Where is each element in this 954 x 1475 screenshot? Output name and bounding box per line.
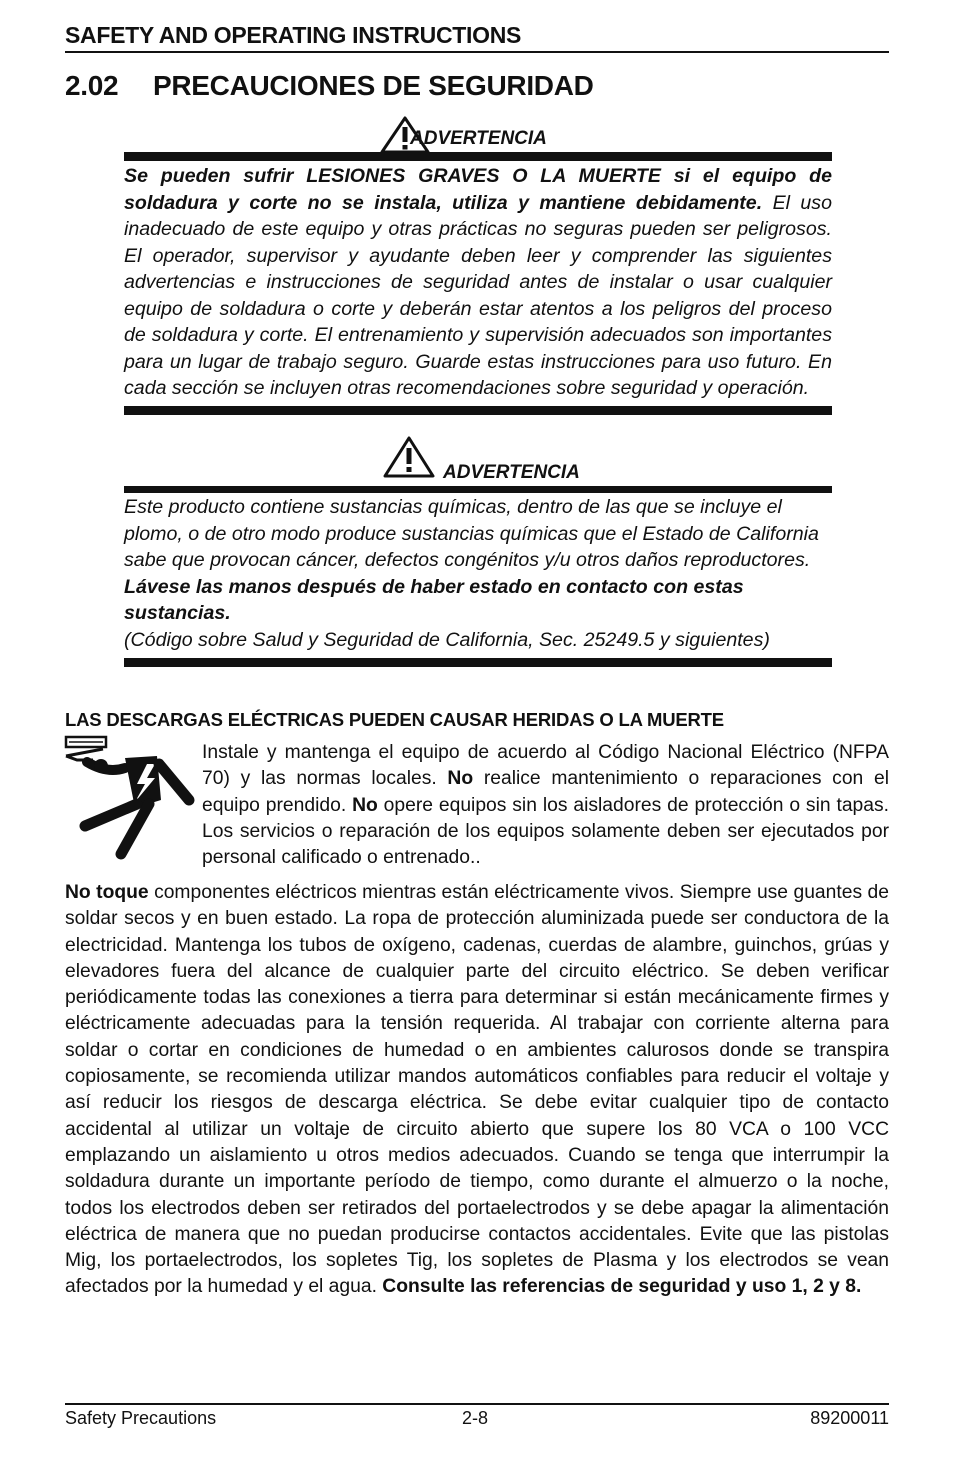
prop65-bold-text: Lávese las manos después de haber estado en contacto con estas sustancias.	[124, 575, 744, 624]
warning-bottom-rule	[124, 406, 832, 415]
shock-intro-part: realice mantenimiento o reparaciones con el equipo prendido.	[202, 768, 889, 816]
shock-intro-part: Instale y mantenga el equipo de acuerdo al Código Nacional Eléctrico (NFPA 70) y las normas locales.	[202, 742, 889, 790]
warning-text	[124, 494, 836, 653]
electric-shock-icon	[63, 734, 197, 862]
section-number: 2.02	[65, 70, 119, 101]
prop65-text: Este producto contiene sustancias químicas, dentro de las que se incluye el plomo, o de otro modo produce sustancias químicas que el Estado de California sabe que provocan cáncer, defectos congénitos y/u otros daños reproductores.	[124, 496, 819, 571]
warning-label: ADVERTENCIA	[443, 462, 580, 483]
shock-intro-bold: No	[352, 794, 378, 816]
page-number: 2-8	[462, 1408, 489, 1428]
shock-body-text	[65, 880, 889, 1301]
warning-body-text: El uso inadecuado de este equipo y otras prácticas no seguras pueden ser peligrosos. El operador, supervisor y ayudante deben leer y comprender las siguientes advertencias e instrucciones de seguridad antes de instalar o usar cualquier equipo de soldadura o corte y deberán estar atentos a los peligros del proceso de soldadura y corte. El entrenamiento y supervisión adecuados son importantes para un lugar de trabajo seguro. Guarde estas instrucciones para uso futuro. En cada sección se incluyen otras recomendaciones sobre seguridad y operación.	[124, 191, 832, 399]
header-title: SAFETY AND OPERATING INSTRUCTIONS	[65, 22, 522, 48]
footer-left: Safety Precautions	[65, 1408, 217, 1428]
shock-body-lead: No toque	[65, 882, 149, 903]
header-divider	[65, 51, 889, 53]
warning-top-rule	[124, 152, 832, 161]
warning-top-rule	[124, 486, 832, 493]
shock-heading: LAS DESCARGAS ELÉCTRICAS PUEDEN CAUSAR HERIDAS O LA MUERTE	[65, 709, 724, 730]
shock-intro-text	[202, 740, 889, 871]
warning-bottom-rule	[124, 658, 832, 667]
document-number: 89200011	[810, 1408, 889, 1428]
warning-bold-text: Se pueden sufrir LESIONES GRAVES O LA MUERTE si el equipo de soldadura y corte no se instala, utiliza y mantiene debidamente.	[124, 165, 832, 214]
prop65-citation: (Código sobre Salud y Seguridad de California, Sec. 25249.5 y siguientes)	[124, 628, 770, 651]
warning-text	[124, 163, 832, 402]
warning-label: ADVERTENCIA	[410, 128, 547, 149]
warning-triangle-icon	[383, 436, 435, 478]
shock-intro-part: opere equipos sin los aisladores de protección o sin tapas. Los servicios o reparación de los equipos solamente deben ser ejecutados por personal calificado o entrenado..	[202, 794, 889, 869]
footer-divider	[65, 1403, 889, 1405]
section-title	[65, 70, 594, 102]
shock-body-reference: Consulte las referencias de seguridad y uso 1, 2 y 8.	[382, 1276, 862, 1298]
section-heading: PRECAUCIONES DE SEGURIDAD	[153, 70, 594, 101]
shock-body-part: componentes eléctricos mientras están eléctricamente vivos. Siempre use guantes de soldar secos y en buen estado. La ropa de protección aluminizada puede ser conductora de la electricidad. Mantenga los tubos de oxígeno, cadenas, cuerdas de alambre, guinchos, grúas y elevadores fuera del alcance de cualquier parte del circuito eléctrico. Se deben verificar periódicamente todas las conexiones a tierra para determinar si están mecánicamente firmes y eléctricamente adecuadas para la tensión requerida. Al trabajar con corriente alterna para soldar o cortar en condiciones de humedad o en ambientes calurosos donde se transpira copiosamente, se recomienda utilizar mandos automáticos confiables para reducir el voltaje y así reducir los riesgos de descarga eléctrica. Se debe evitar cualquier tipo de contacto accidental al utilizar un voltaje de circuito abierto que supere los 80 VCA o 100 VCC emplazando un aislamiento u otros medios adecuados. Cuando se tenga que interrumpir la soldadura durante un importante período de tiempo, como durante el almuerzo o la noche, todos los electrodos deben ser retirados del portaelectrodos y se debe apagar la alimentación eléctrica de manera que no puedan producirse contactos accidentales. Evite que las pistolas Mig, los portaelectrodos, los sopletes Tig, los sopletes de Plasma y los electrodos se vean afectados por la humedad y el agua.	[65, 882, 889, 1298]
shock-intro-bold: No	[447, 768, 474, 790]
